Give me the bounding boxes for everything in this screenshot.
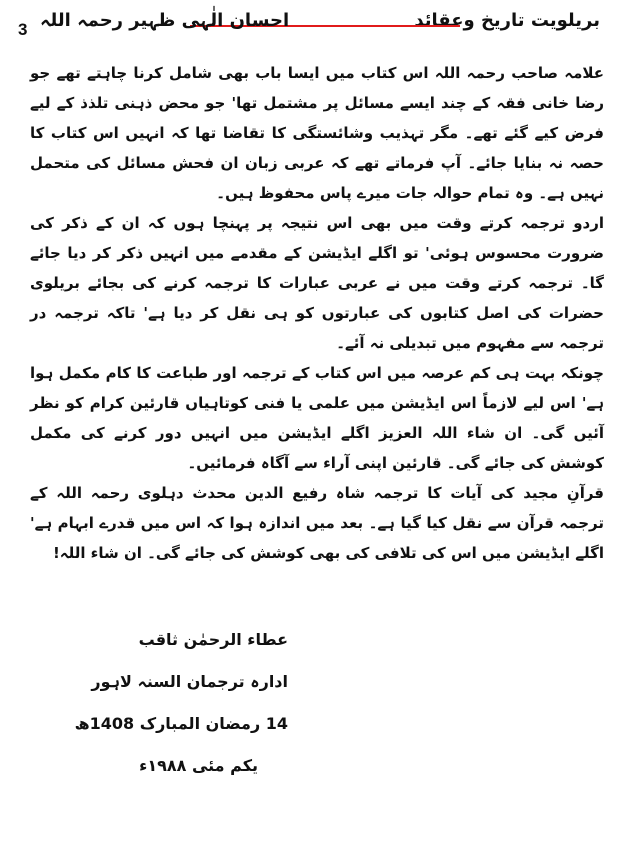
signature-institution: ادارہ ترجمان السنہ لاہور [91,672,288,691]
paragraph-4: قرآنِ مجید کی آیات کا ترجمہ شاہ رفیع الدین محدث دہلوی رحمہ اللہ کے ترجمہ قرآن سے نقل کیا گیا ہے۔ بعد میں اندازہ ہوا کہ اس میں قدرے ابہام ہے' اگلے ایڈیشن میں اس کی تلافی کی بھی کوشش کی جائے گی۔ ان شاء اللہ! [30,484,604,562]
signature-hijri-date: 14 رمضان المبارک 1408ھ [74,714,288,733]
paragraph-2: اردو ترجمہ کرتے وقت میں بھی اس نتیجہ پر پہنچا ہوں کہ ان کے ذکر کی ضرورت محسوس ہوئی' تو اگلے ایڈیشن کے مقدمے میں انہیں ذکر کر دیا جائے گا۔ ترجمہ کرتے وقت میں نے عربی عبارات کا ترجمہ کرنے کی بجائے بریلوی حضرات کی اصل کتابوں کی عبارتوں کو ہی نقل کر دیا ہے' تاکہ ترجمہ در ترجمہ سے مفہوم میں تبدیلی نہ آئے۔ [30,214,604,352]
body-text [30,58,604,568]
header-author: احسان الٰہی ظہیر رحمہ اللہ [40,10,290,31]
header-book-title: بریلویت تاریخ وعقائد [414,10,600,31]
signature-gregorian-date: یکم مئی ۱۹۸۸ء [139,756,258,775]
running-header [40,10,600,44]
signature-name: عطاء الرحمٰن ثاقب [138,630,288,649]
paragraph-1: علامہ صاحب رحمہ اللہ اس کتاب میں ایسا باب بھی شامل کرنا چاہتے تھے جو رضا خانی فقہ کے چند ایسے مسائل پر مشتمل تھا' جو محض ذہنی تلذذ کے لیے فرض کیے گئے تھے۔ مگر تہذیب وشائستگی کا تقاضا تھا کہ انہیں اس کتاب کا حصہ نہ بنایا جائے۔ آپ فرماتے تھے کہ عربی زبان ان فحش مسائل کی متحمل نہیں ہے۔ وہ تمام حوالہ جات میرے پاس محفوظ ہیں۔ [30,64,604,202]
page-number: 3 [18,20,28,39]
paragraph-3: چونکہ بہت ہی کم عرصہ میں اس کتاب کے ترجمہ اور طباعت کا کام مکمل ہوا ہے' اس لیے لازماً اس ایڈیشن میں علمی یا فنی کوتاہیاں قارئین کرام کو نظر آئیں گی۔ ان شاء اللہ العزیز اگلے ایڈیشن میں انہیں دور کرنے کی مکمل کوشش کی جائے گی۔ قارئین اپنی آراء سے آگاہ فرمائیں۔ [30,364,604,472]
